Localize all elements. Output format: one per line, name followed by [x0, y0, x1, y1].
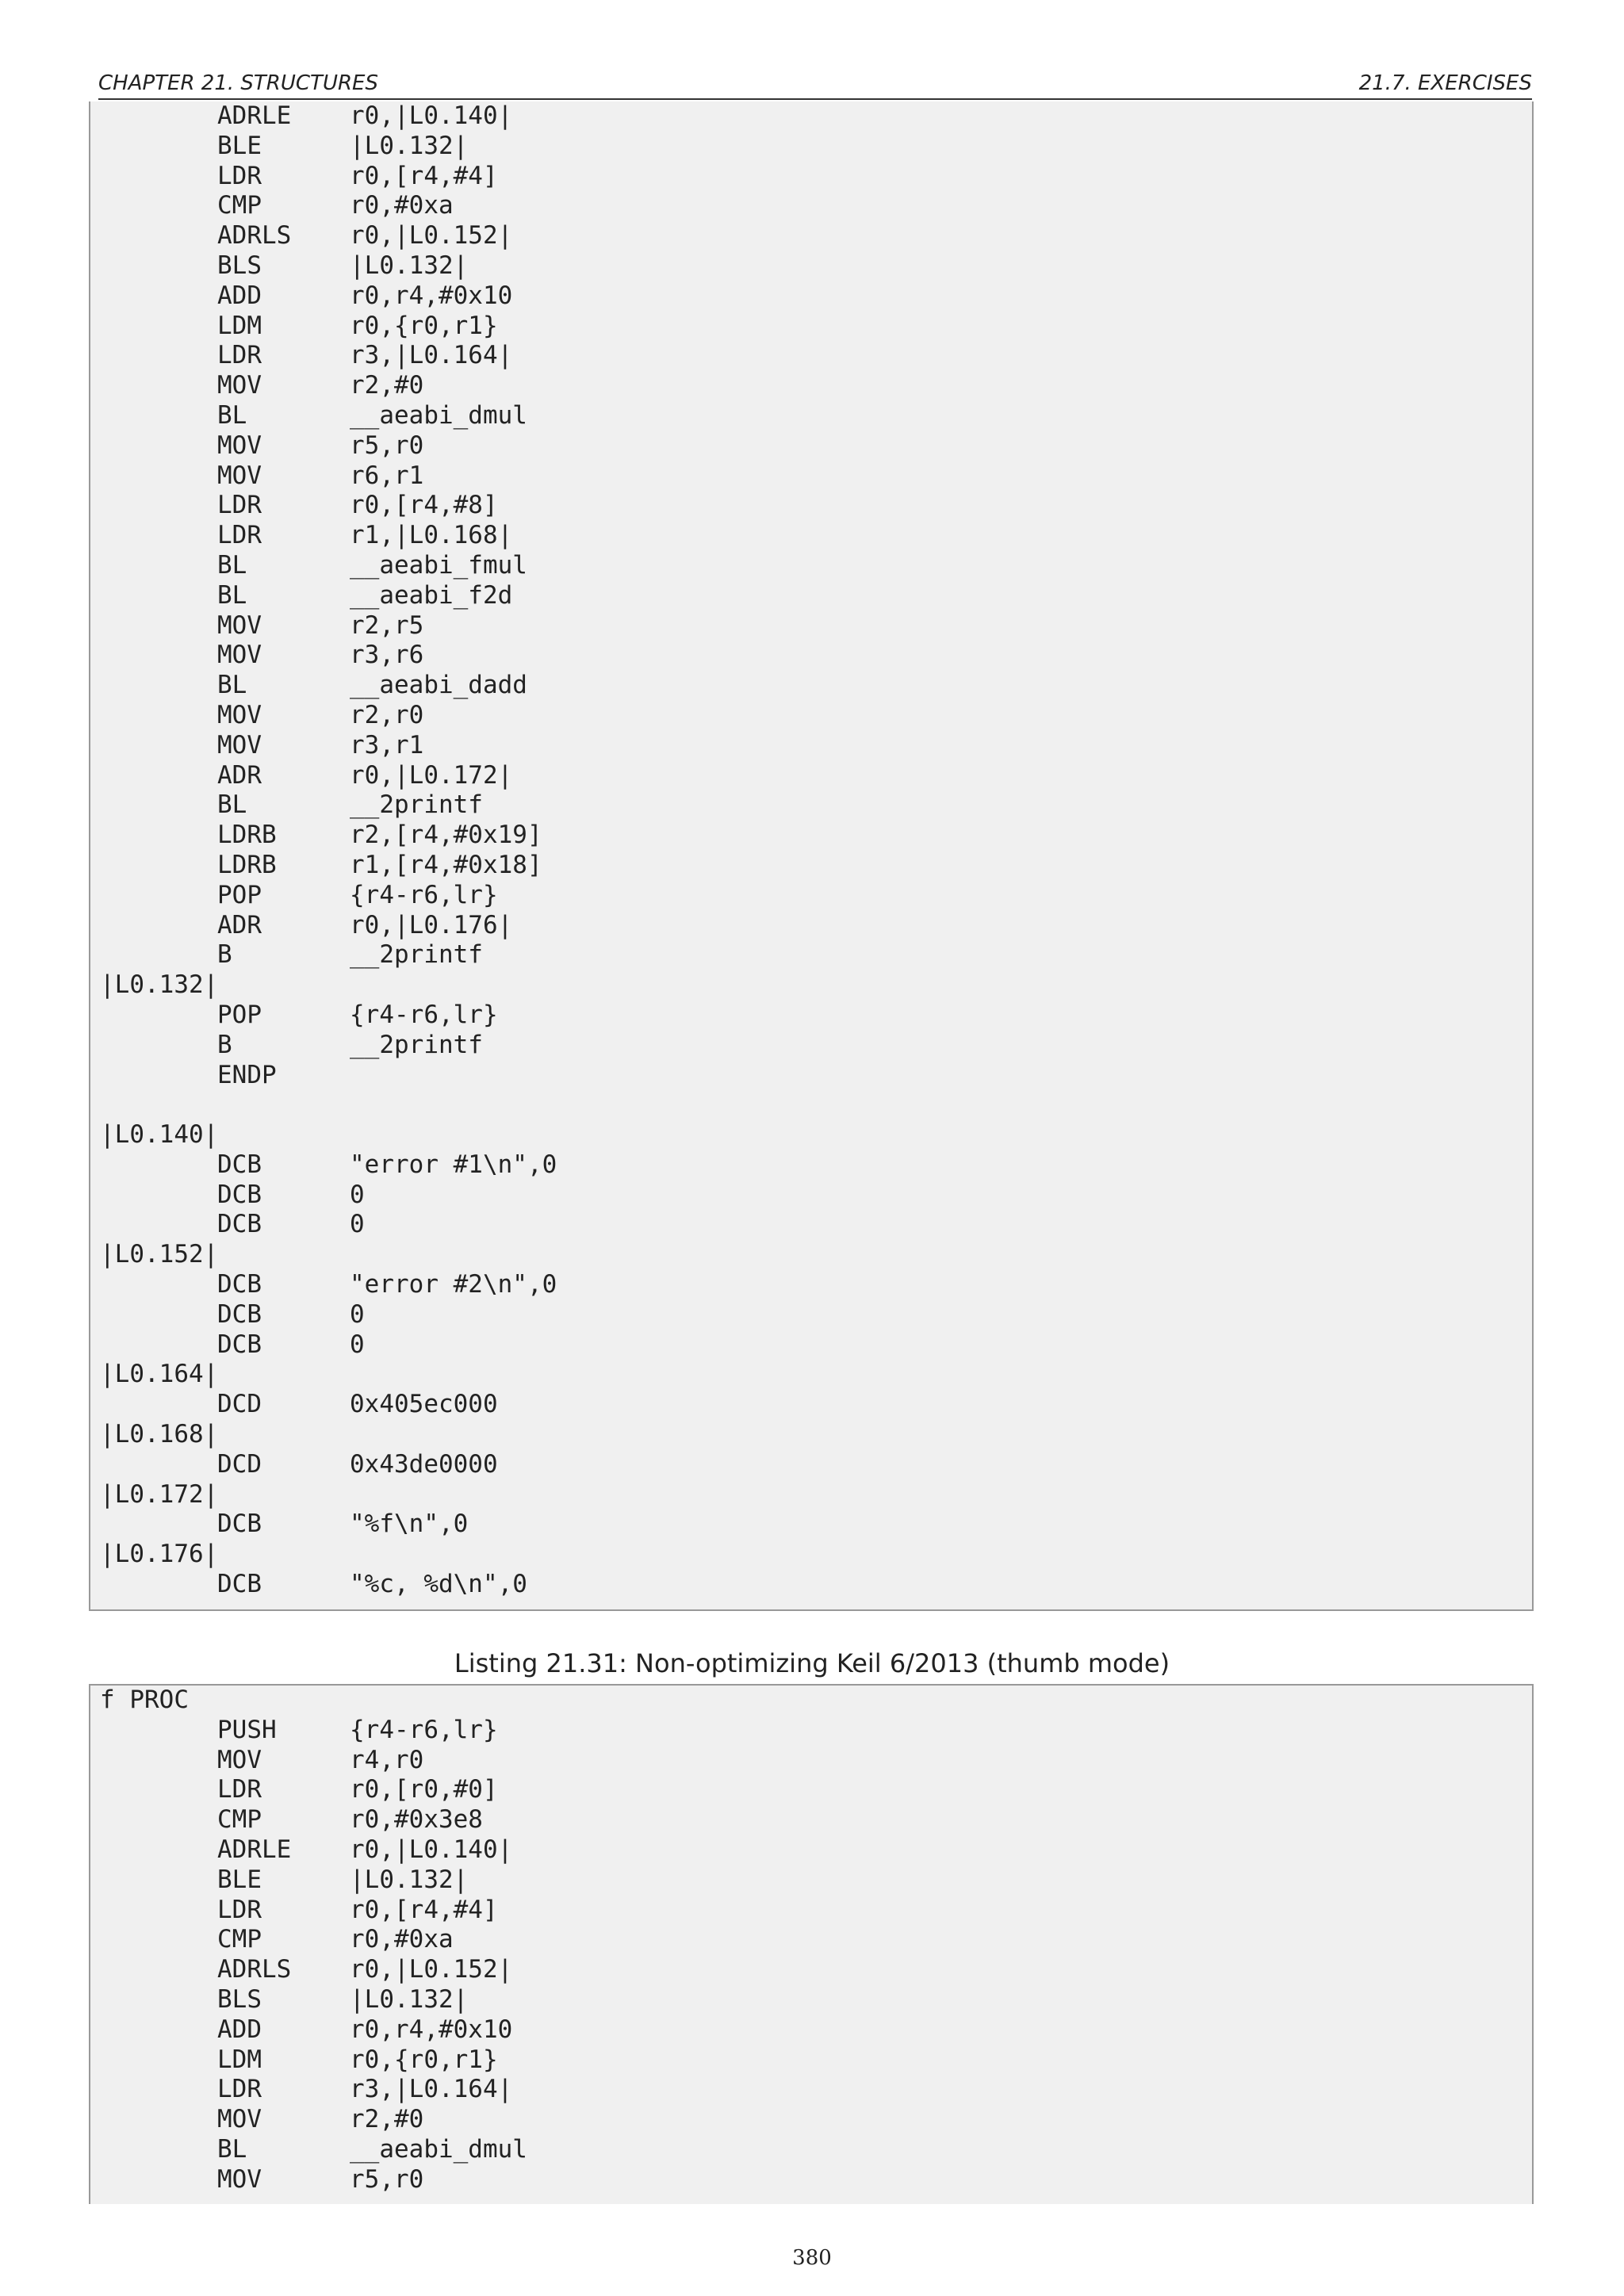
code-mnemonic: BL — [217, 790, 247, 820]
page-number: 380 — [792, 2246, 832, 2270]
code-mnemonic: MOV — [217, 430, 262, 460]
code-line — [90, 1955, 1532, 1985]
code-line — [90, 461, 1532, 492]
code-line — [90, 132, 1532, 162]
code-mnemonic: LDRB — [217, 850, 277, 879]
code-mnemonic: ENDP — [217, 1060, 277, 1089]
code-mnemonic: DCD — [217, 1449, 262, 1479]
code-operands: r0,|L0.172| — [350, 760, 513, 790]
code-line — [90, 761, 1532, 791]
code-line — [90, 341, 1532, 371]
code-operands: r1,|L0.168| — [350, 521, 513, 550]
code-operands: r0,r4,#0x10 — [350, 281, 513, 310]
code-operands: |L0.132| — [350, 251, 469, 280]
code-operands: |L0.132| — [350, 1865, 469, 1894]
code-operands: 0x43de0000 — [350, 1449, 498, 1479]
code-operands: r0,#0x3e8 — [350, 1805, 483, 1835]
code-label: |L0.132| — [100, 970, 219, 1000]
code-line — [90, 701, 1532, 731]
code-mnemonic: BLS — [217, 1984, 262, 2014]
code-line — [90, 1775, 1532, 1805]
code-operands: r0,[r4,#4] — [350, 1895, 498, 1924]
code-line — [90, 821, 1532, 851]
code-mnemonic: LDR — [217, 2075, 262, 2104]
code-mnemonic: MOV — [217, 610, 262, 640]
code-mnemonic: LDM — [217, 2045, 262, 2074]
code-line — [90, 1330, 1532, 1360]
code-mnemonic: MOV — [217, 700, 262, 729]
code-operands: r2,#0 — [350, 2105, 424, 2134]
code-line — [90, 671, 1532, 701]
code-operands: 0 — [350, 1330, 365, 1359]
code-mnemonic: ADRLE — [217, 101, 292, 130]
code-mnemonic: ADRLS — [217, 1955, 292, 1984]
code-mnemonic: MOV — [217, 461, 262, 490]
code-line — [90, 401, 1532, 431]
code-operands: "error #1\n",0 — [350, 1150, 557, 1179]
code-line — [90, 1270, 1532, 1300]
code-mnemonic: LDR — [217, 1895, 262, 1924]
code-mnemonic: LDR — [217, 521, 262, 550]
code-line — [90, 281, 1532, 312]
code-operands: "error #2\n",0 — [350, 1270, 557, 1299]
code-mnemonic: DCD — [217, 1390, 262, 1419]
code-mnemonic: MOV — [217, 2164, 262, 2194]
code-line — [90, 1031, 1532, 1061]
code-mnemonic: POP — [217, 880, 262, 909]
code-operands: "%f\n",0 — [350, 1510, 469, 1539]
code-operands: |L0.132| — [350, 1984, 469, 2014]
code-listing-thumb-mode — [89, 1684, 1534, 2204]
code-operands: r0,|L0.140| — [350, 1835, 513, 1864]
code-line — [90, 551, 1532, 581]
code-operands: r0,[r4,#8] — [350, 491, 498, 520]
code-mnemonic: MOV — [217, 730, 262, 760]
code-mnemonic: ADRLE — [217, 1835, 292, 1864]
code-line — [90, 911, 1532, 941]
code-line — [90, 521, 1532, 551]
code-line — [90, 1510, 1532, 1540]
code-mnemonic: BLE — [217, 1865, 262, 1894]
code-operands: 0 — [350, 1299, 365, 1329]
code-operands: r0,|L0.140| — [350, 101, 513, 130]
code-mnemonic: DCB — [217, 1180, 262, 1209]
code-mnemonic: BLE — [217, 131, 262, 160]
code-line — [90, 2165, 1532, 2195]
code-operands: 0 — [350, 1210, 365, 1239]
code-operands: r0,|L0.152| — [350, 1955, 513, 1984]
code-mnemonic: BL — [217, 580, 247, 610]
code-line — [90, 1896, 1532, 1926]
code-mnemonic: ADR — [217, 910, 262, 939]
code-line — [90, 790, 1532, 821]
code-mnemonic: B — [217, 940, 232, 970]
code-line — [90, 1061, 1532, 1091]
code-line — [90, 940, 1532, 970]
code-line — [90, 851, 1532, 881]
code-line — [90, 1480, 1532, 1510]
code-label: |L0.168| — [100, 1420, 219, 1449]
code-line — [90, 1716, 1532, 1746]
code-operands: r3,r1 — [350, 730, 424, 760]
code-operands: |L0.132| — [350, 131, 469, 160]
code-line — [90, 162, 1532, 192]
code-label: |L0.176| — [100, 1540, 219, 1569]
code-mnemonic: ADD — [217, 281, 262, 310]
code-line — [90, 1300, 1532, 1330]
code-operands: r1,[r4,#0x18] — [350, 850, 542, 879]
code-mnemonic: MOV — [217, 2105, 262, 2134]
code-mnemonic: CMP — [217, 191, 262, 220]
code-operands: 0x405ec000 — [350, 1390, 498, 1419]
code-operands: __2printf — [350, 1030, 483, 1059]
code-line — [90, 1090, 1532, 1120]
code-operands: {r4-r6,lr} — [350, 1000, 498, 1029]
code-operands: r2,#0 — [350, 371, 424, 400]
code-mnemonic: LDR — [217, 1775, 262, 1804]
code-line — [90, 1540, 1532, 1570]
code-mnemonic: BL — [217, 671, 247, 700]
code-operands: r2,[r4,#0x19] — [350, 821, 542, 850]
code-mnemonic: B — [217, 1030, 232, 1059]
code-operands: r0,#0xa — [350, 191, 454, 220]
code-mnemonic: BLS — [217, 251, 262, 280]
code-line — [90, 1866, 1532, 1896]
code-operands: r0,|L0.152| — [350, 221, 513, 251]
code-mnemonic: BL — [217, 2134, 247, 2164]
code-operands: r0,#0xa — [350, 1925, 454, 1954]
code-mnemonic: ADRLS — [217, 221, 292, 251]
code-operands: r2,r5 — [350, 610, 424, 640]
code-mnemonic: LDR — [217, 161, 262, 190]
code-line — [90, 312, 1532, 342]
code-label: |L0.140| — [100, 1120, 219, 1150]
code-mnemonic: CMP — [217, 1925, 262, 1954]
code-operands: r0,|L0.176| — [350, 910, 513, 939]
code-line — [90, 641, 1532, 671]
code-line — [90, 371, 1532, 401]
code-mnemonic: MOV — [217, 641, 262, 670]
code-line — [90, 2075, 1532, 2105]
code-line — [90, 251, 1532, 281]
running-header — [98, 68, 1532, 100]
code-mnemonic: DCB — [217, 1299, 262, 1329]
code-line — [90, 1001, 1532, 1031]
code-operands: __2printf — [350, 790, 483, 820]
code-line — [90, 881, 1532, 911]
code-operands: __aeabi_fmul — [350, 550, 527, 580]
code-line — [90, 1925, 1532, 1955]
code-line — [90, 101, 1532, 132]
code-listing-continued — [89, 101, 1534, 1611]
code-mnemonic: ADR — [217, 760, 262, 790]
code-operands: __aeabi_dmul — [350, 400, 527, 430]
code-operands: "%c, %d\n",0 — [350, 1570, 527, 1599]
chapter-title: CHAPTER 21. STRUCTURES — [98, 71, 378, 95]
code-operands: r3,|L0.164| — [350, 341, 513, 370]
listing-caption: Listing 21.31: Non-optimizing Keil 6/2013 (thumb mode) — [454, 1648, 1170, 1678]
code-line — [90, 1150, 1532, 1181]
code-line — [90, 2045, 1532, 2076]
code-operands: r5,r0 — [350, 430, 424, 460]
code-mnemonic: DCB — [217, 1150, 262, 1179]
code-label: |L0.164| — [100, 1360, 219, 1389]
code-line — [90, 1746, 1532, 1776]
code-operands: r3,|L0.164| — [350, 2075, 513, 2104]
code-mnemonic: MOV — [217, 371, 262, 400]
code-operands: 0 — [350, 1180, 365, 1209]
code-line — [90, 2015, 1532, 2045]
code-operands: __aeabi_f2d — [350, 580, 513, 610]
code-mnemonic: PUSH — [217, 1715, 277, 1744]
code-mnemonic: ADD — [217, 2015, 262, 2044]
code-line — [90, 2135, 1532, 2165]
code-mnemonic: LDRB — [217, 821, 277, 850]
code-line — [90, 1450, 1532, 1480]
code-mnemonic: DCB — [217, 1210, 262, 1239]
code-line — [90, 431, 1532, 461]
code-operands: r5,r0 — [350, 2164, 424, 2194]
code-mnemonic: BL — [217, 400, 247, 430]
code-operands: __aeabi_dadd — [350, 671, 527, 700]
code-line — [90, 1805, 1532, 1835]
code-mnemonic: CMP — [217, 1805, 262, 1835]
code-line — [90, 1686, 1532, 1716]
code-mnemonic: MOV — [217, 1745, 262, 1774]
code-mnemonic: LDR — [217, 491, 262, 520]
code-operands: r6,r1 — [350, 461, 424, 490]
code-operands: {r4-r6,lr} — [350, 880, 498, 909]
code-operands: r3,r6 — [350, 641, 424, 670]
code-line — [90, 191, 1532, 221]
code-line — [90, 1835, 1532, 1866]
code-line — [90, 1390, 1532, 1420]
code-line — [90, 1210, 1532, 1240]
code-line — [90, 1240, 1532, 1270]
code-operands: r0,[r0,#0] — [350, 1775, 498, 1804]
code-line — [90, 731, 1532, 761]
code-operands: __2printf — [350, 940, 483, 970]
code-line — [90, 491, 1532, 521]
code-line — [90, 1360, 1532, 1390]
code-label: f PROC — [100, 1686, 189, 1714]
code-mnemonic: LDM — [217, 311, 262, 340]
code-line — [90, 1985, 1532, 2015]
code-mnemonic: LDR — [217, 341, 262, 370]
code-operands: r0,[r4,#4] — [350, 161, 498, 190]
code-line — [90, 221, 1532, 251]
code-mnemonic: BL — [217, 550, 247, 580]
code-operands: r0,{r0,r1} — [350, 2045, 498, 2074]
code-line — [90, 1570, 1532, 1600]
code-operands: r0,{r0,r1} — [350, 311, 498, 340]
code-operands: r2,r0 — [350, 700, 424, 729]
code-operands: __aeabi_dmul — [350, 2134, 527, 2164]
code-line — [90, 1181, 1532, 1211]
code-label: |L0.152| — [100, 1240, 219, 1269]
code-mnemonic: DCB — [217, 1570, 262, 1599]
code-line — [90, 611, 1532, 641]
code-line — [90, 2105, 1532, 2135]
code-line — [90, 1420, 1532, 1450]
code-line — [90, 970, 1532, 1001]
code-mnemonic: DCB — [217, 1330, 262, 1359]
code-operands: {r4-r6,lr} — [350, 1715, 498, 1744]
code-operands: r0,r4,#0x10 — [350, 2015, 513, 2044]
code-mnemonic: POP — [217, 1000, 262, 1029]
section-title: 21.7. EXERCISES — [1358, 71, 1532, 95]
code-line — [90, 1120, 1532, 1150]
code-mnemonic: DCB — [217, 1270, 262, 1299]
code-label: |L0.172| — [100, 1479, 219, 1509]
code-mnemonic: DCB — [217, 1510, 262, 1539]
code-operands: r4,r0 — [350, 1745, 424, 1774]
code-line — [90, 581, 1532, 611]
